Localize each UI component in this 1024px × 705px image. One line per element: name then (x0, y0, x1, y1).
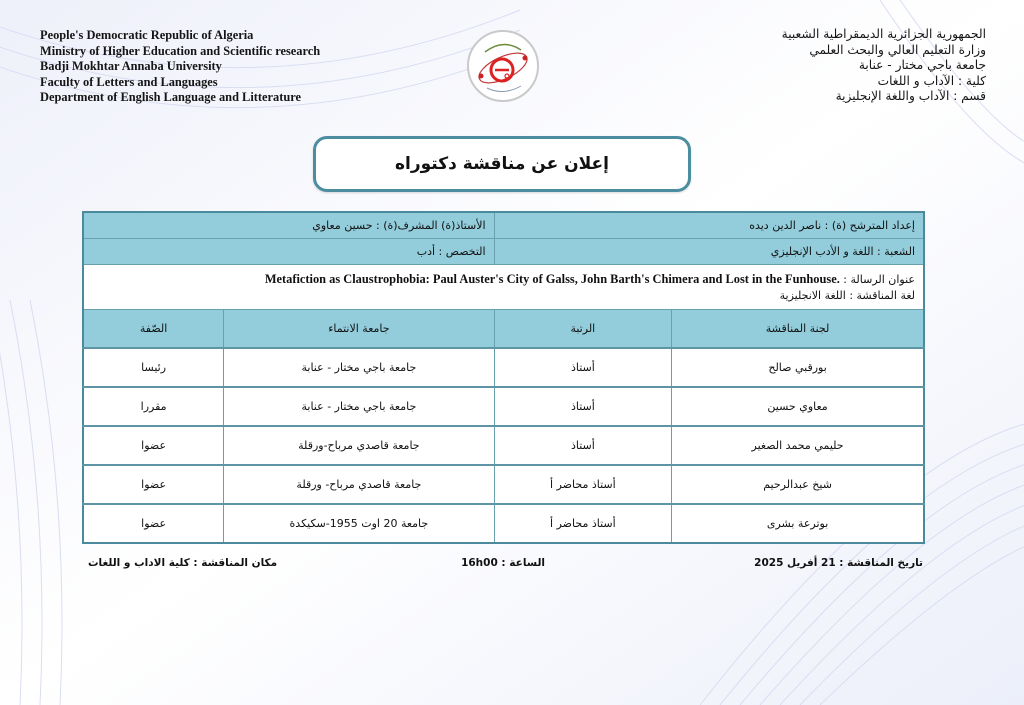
header-ar-line: جامعة باجي مختار - عنابة (858, 58, 986, 73)
member-role: رئيسا (83, 348, 224, 387)
header-en-line: Faculty of Letters and Languages (40, 74, 218, 89)
header-en-line: People's Democratic Republic of Algeria (40, 28, 254, 42)
thesis-row (83, 265, 924, 310)
member-university: جامعة قاصدي مرباح-ورقلة (224, 426, 494, 465)
info-row (83, 212, 924, 239)
member-rank: أستاذ (494, 348, 672, 387)
header-en-line: Ministry of Higher Education and Scientific research (40, 43, 321, 58)
member-name: معاوي حسين (672, 387, 924, 426)
member-role: مقررا (83, 387, 224, 426)
member-rank: أستاذ محاضر أ (494, 465, 672, 504)
member-rank: أستاذ (494, 387, 672, 426)
candidate-cell: إعداد المترشح (ة) : ناصر الدين ديده (494, 212, 924, 239)
header-ar-line: قسم : الآداب واللغة الإنجليزية (835, 89, 986, 104)
specialty-cell: التخصص : أدب (83, 239, 494, 265)
col-header-rank: الرتبة (494, 310, 672, 349)
table-row (83, 504, 924, 543)
table-row (83, 426, 924, 465)
col-header-committee: لجنة المناقشة (672, 310, 924, 349)
member-rank: أستاذ محاضر أ (494, 504, 672, 543)
info-row (83, 239, 924, 265)
announcement-title: إعلان عن مناقشة دكتوراه (395, 154, 609, 174)
member-name: بورقبي صالح (672, 348, 924, 387)
header-en-line: Department of English Language and Litterature (40, 90, 302, 105)
university-seal-icon (465, 28, 541, 104)
header-arabic (782, 27, 986, 105)
member-university: جامعة 20 اوت 1955-سكيكدة (224, 504, 494, 543)
header-en-line: Badji Mokhtar Annaba University (40, 59, 222, 74)
header-ar-line: الجمهورية الجزائرية الديمقراطية الشعبية (781, 27, 986, 41)
thesis-title: Metafiction as Claustrophobia: Paul Auster's City of Galss, John Barth's Chimera and Lost in the Funhouse. (264, 271, 840, 286)
defense-time (461, 557, 545, 569)
col-header-university: جامعة الانتماء (224, 310, 494, 349)
member-role: عضوا (83, 426, 224, 465)
member-university: جامعة قاصدي مرباح- ورقلة (224, 465, 494, 504)
member-rank: أستاذ (494, 426, 672, 465)
member-role: عضوا (83, 465, 224, 504)
member-university: جامعة باجي مختار - عنابة (224, 387, 494, 426)
table-row (83, 387, 924, 426)
table-row (83, 348, 924, 387)
thesis-cell (83, 265, 924, 310)
member-name: بوترعة بشرى (672, 504, 924, 543)
member-role: عضوا (83, 504, 224, 543)
time-value: 16h00 (461, 557, 498, 569)
committee-header-row (83, 310, 924, 349)
defense-footer (88, 557, 923, 575)
header-ar-line: كلية : الآداب و اللغات (877, 73, 986, 88)
header-english (40, 28, 320, 106)
thesis-label: عنوان الرسالة : (843, 272, 915, 286)
time-label: الساعة : (501, 557, 545, 569)
member-name: حليمي محمد الصغير (672, 426, 924, 465)
member-university: جامعة باجي مختار - عنابة (224, 348, 494, 387)
supervisor-cell: الأستاذ(ة) المشرف(ة) : حسين معاوي (83, 212, 494, 239)
defense-date: تاريخ المناقشة : 21 أفريل 2025 (754, 557, 923, 569)
branch-cell: الشعبة : اللغة و الأدب الإنجليزي (494, 239, 924, 265)
col-header-role: الصّفة (83, 310, 224, 349)
header-ar-line: وزارة التعليم العالي والبحث العلمي (809, 42, 986, 57)
defense-table (82, 211, 925, 544)
announcement-title-box (313, 136, 691, 192)
defense-language: لغة المناقشة : اللغة الانجليزية (779, 288, 915, 302)
defense-place: مكان المناقشة : كلية الاداب و اللغات (88, 557, 278, 569)
member-name: شيخ عبدالرحيم (672, 465, 924, 504)
table-row (83, 465, 924, 504)
